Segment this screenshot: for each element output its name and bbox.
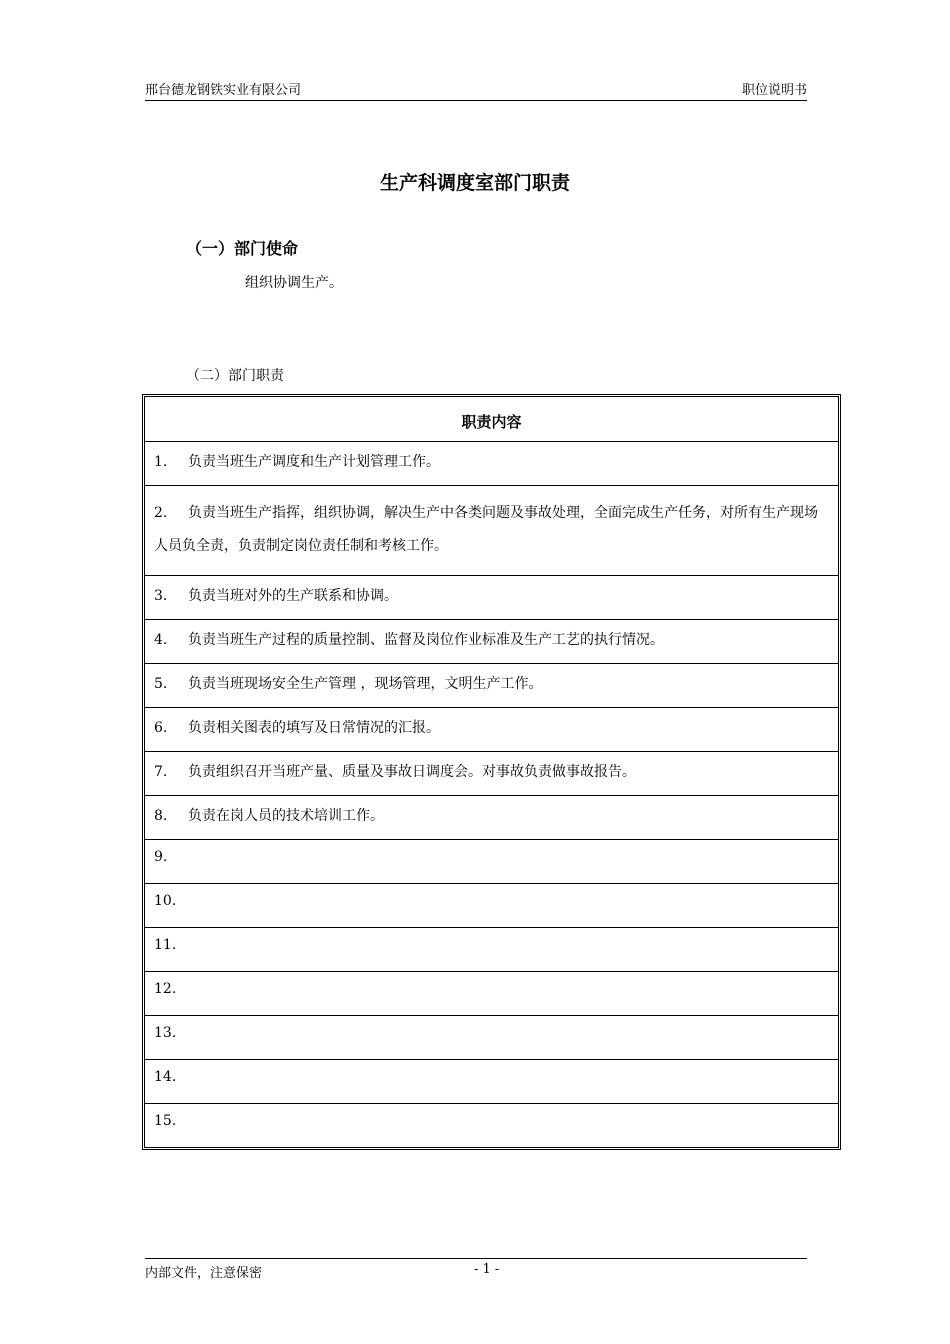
row-number: 2. xyxy=(154,505,168,521)
section-mission-content: 组织协调生产。 xyxy=(245,275,343,291)
row-number: 6. xyxy=(154,720,168,736)
page-title: 生产科调度室部门职责 xyxy=(379,172,570,194)
row-text: 负责当班生产过程的质量控制、监督及岗位作业标准及生产工艺的执行情况。 xyxy=(188,632,664,648)
table-row xyxy=(145,883,838,927)
footer-divider xyxy=(145,1258,807,1259)
page-number: - 1 - xyxy=(474,1262,500,1277)
table-row xyxy=(145,663,838,707)
table-row xyxy=(145,1015,838,1059)
table-row xyxy=(145,971,838,1015)
table-row xyxy=(145,795,838,839)
row-text: 负责当班生产调度和生产计划管理工作。 xyxy=(188,454,440,470)
section-duties-heading: （二）部门职责 xyxy=(186,368,284,384)
table-row xyxy=(145,707,838,751)
row-number: 3. xyxy=(154,588,168,604)
page-header xyxy=(145,80,807,101)
table-row xyxy=(145,1059,838,1103)
table-row xyxy=(145,751,838,795)
row-number: 12. xyxy=(154,981,177,997)
table-row xyxy=(145,839,838,883)
row-text: 负责在岗人员的技术培训工作。 xyxy=(188,808,384,824)
row-number: 9. xyxy=(154,849,168,865)
row-text: 负责组织召开当班产量、质量及事故日调度会。对事故负责做事故报告。 xyxy=(188,764,636,780)
row-number: 10. xyxy=(154,893,177,909)
table-row xyxy=(145,927,838,971)
row-number: 8. xyxy=(154,808,168,824)
table-row xyxy=(145,441,838,485)
row-number: 14. xyxy=(154,1069,177,1085)
table-row xyxy=(145,619,838,663)
row-text: 负责当班现场安全生产管理 ，现场管理，文明生产工作。 xyxy=(188,676,543,692)
table-header: 职责内容 xyxy=(461,413,522,431)
row-text: 负责相关图表的填写及日常情况的汇报。 xyxy=(188,720,440,736)
table-row xyxy=(145,1103,838,1147)
row-number: 7. xyxy=(154,764,168,780)
table-row xyxy=(145,485,838,575)
footer-confidential: 内部文件，注意保密 xyxy=(145,1266,263,1281)
table-row xyxy=(145,575,838,619)
row-text: 负责当班对外的生产联系和协调。 xyxy=(188,588,398,604)
row-number: 15. xyxy=(154,1113,177,1129)
row-number: 1. xyxy=(154,454,168,470)
row-text: 负责当班生产指挥，组织协调，解决生产中各类问题及事故处理，全面完成生产任务，对所有生产现场人员负全责，负责制定岗位责任制和考核工作。 xyxy=(154,505,818,554)
row-number: 13. xyxy=(154,1025,177,1041)
document-type: 职位说明书 xyxy=(741,83,807,98)
duties-table xyxy=(142,394,841,1150)
row-number: 4. xyxy=(154,632,168,648)
company-name: 邢台德龙钢铁实业有限公司 xyxy=(145,83,302,98)
section-mission-heading: （一）部门使命 xyxy=(186,239,299,258)
row-number: 11. xyxy=(154,937,177,953)
row-number: 5. xyxy=(154,676,168,692)
